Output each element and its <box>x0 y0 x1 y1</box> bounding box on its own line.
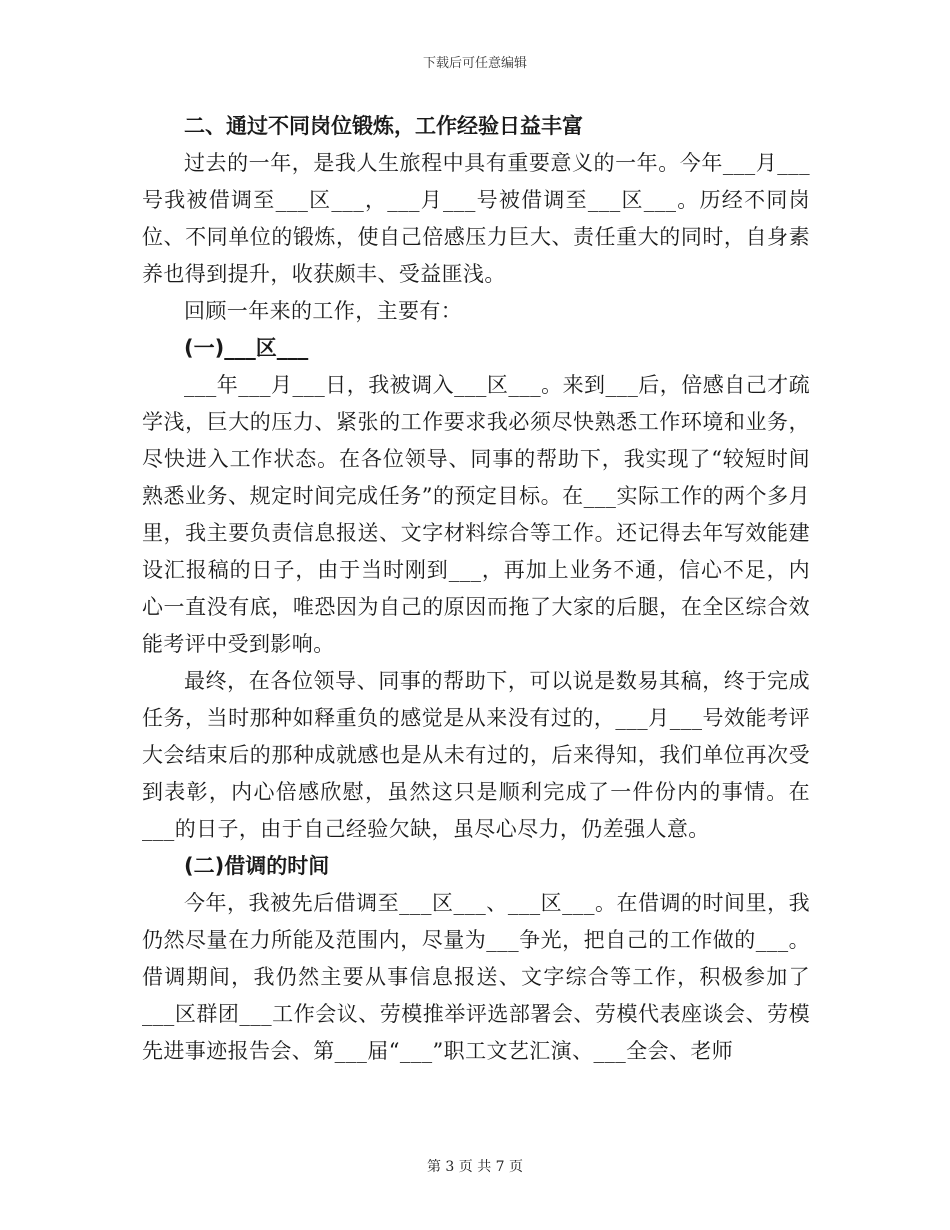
paragraph: ___年___月___日，我被调入___区___。来到___后，倍感自己才疏学浅，巨大的压力、紧张的工作要求我必须尽快熟悉工作环境和业务，尽快进入工作状态。在各位领导、同事的帮助下，我实现了“较短时间熟悉业务、规定时间完成任务”的预定目标。在___实际工作的两个多月里，我主要负责信息报送、文字材料综合等工作。还记得去年写效能建设汇报稿的日子，由于当时刚到___，再加上业务不通，信心不足，内心一直没有底，唯恐因为自己的原因而拖了大家的后腿，在全区综合效能考评中受到影响。 <box>142 373 810 656</box>
page-number: 第 3 页 共 7 页 <box>426 1159 524 1175</box>
subsection-heading: (二)借调的时间 <box>184 854 330 878</box>
document-body <box>142 108 810 1070</box>
page-header: 下载后可任意编辑 <box>422 56 527 71</box>
paragraph: 回顾一年来的工作，主要有： <box>184 299 463 323</box>
section-heading: 二、通过不同岗位锻炼，工作经验日益丰富 <box>184 114 583 138</box>
paragraph: 今年，我被先后借调至___区___、___区___。在借调的时间里，我仍然尽量在力所能及范围内，尽量为___争光，把自己的工作做的___。借调期间，我仍然主要从事信息报送、文字综合等工作，积极参加了___区群团___工作会议、劳模推举评选部署会、劳模代表座谈会、劳模先进事迹报告会、第___届“___”职工文艺汇演、___全会、老师 <box>142 891 810 1063</box>
subsection-heading: (一)___区___ <box>184 336 309 360</box>
paragraph: 过去的一年，是我人生旅程中具有重要意义的一年。今年___月___号我被借调至___区___，___月___号被借调至___区___。历经不同岗位、不同单位的锻炼，使自己倍感压力巨大、责任重大的同时，自身素养也得到提升，收获颇丰、受益匪浅。 <box>142 151 810 286</box>
paragraph: 最终，在各位领导、同事的帮助下，可以说是数易其稿，终于完成任务，当时那种如释重负的感觉是从来没有过的，___月___号效能考评大会结束后的那种成就感也是从未有过的，后来得知，我们单位再次受到表彰，内心倍感欣慰，虽然这只是顺利完成了一件份内的事情。在___的日子，由于自己经验欠缺，虽尽心尽力，仍差强人意。 <box>142 669 810 841</box>
